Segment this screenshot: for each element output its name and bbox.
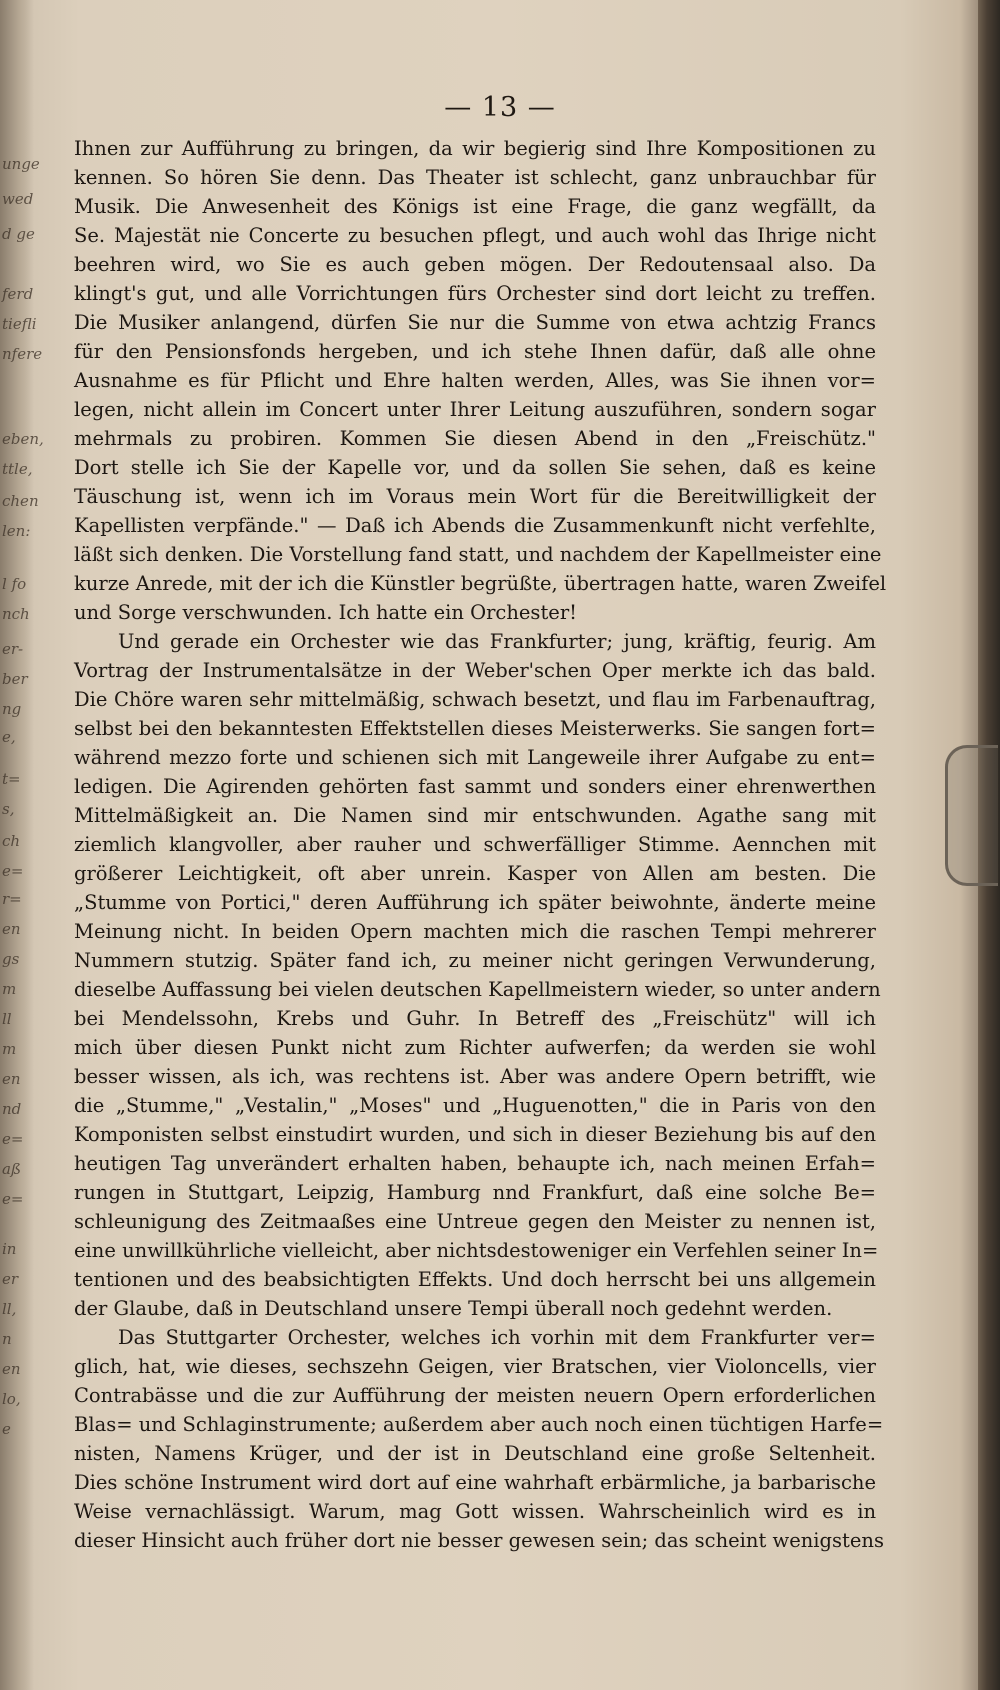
margin-fragment: n xyxy=(2,1330,12,1348)
text-line: die „Stumme," „Vestalin," „Moses" und „Huguenotten," die in Paris von den xyxy=(74,1094,876,1117)
margin-fragment: ll xyxy=(2,1010,12,1028)
text-line: Dort stelle ich Sie der Kapelle vor, und da sollen Sie sehen, daß es keine xyxy=(74,456,876,479)
text-line: Komponisten selbst einstudirt wurden, und sich in dieser Beziehung bis auf den xyxy=(74,1123,876,1146)
margin-fragment: m xyxy=(2,980,17,998)
text-line: Das Stuttgarter Orchester, welches ich vorhin mit dem Frankfurter ver= xyxy=(118,1326,876,1349)
text-line: dieselbe Auffassung bei vielen deutschen Kapellmeistern wieder, so unter andern xyxy=(74,978,881,1001)
margin-fragment: in xyxy=(2,1240,17,1258)
text-line: klingt's gut, und alle Vorrichtungen fürs Orchester sind dort leicht zu treffen. xyxy=(74,282,876,305)
text-line: ziemlich klangvoller, aber rauher und schwerfälliger Stimme. Aennchen mit xyxy=(74,833,876,856)
text-line: der Glaube, daß in Deutschland unsere Tempi überall noch gedehnt werden. xyxy=(74,1297,833,1320)
text-line: Täuschung ist, wenn ich im Voraus mein Wort für die Bereitwilligkeit der xyxy=(74,485,876,508)
margin-fragment: e= xyxy=(2,1130,24,1148)
margin-fragment: l fo xyxy=(2,575,27,593)
margin-fragment: wed xyxy=(2,190,34,208)
text-line: Ihnen zur Aufführung zu bringen, da wir begierig sind Ihre Kompositionen zu xyxy=(74,137,876,160)
text-line: schleunigung des Zeitmaaßes eine Untreue gegen den Meister zu nennen ist, xyxy=(74,1210,876,1233)
text-line: Contrabässe und die zur Aufführung der meisten neuern Opern erforderlichen xyxy=(74,1384,876,1407)
margin-fragment: aß xyxy=(2,1160,21,1178)
margin-fragment: ferd xyxy=(2,285,34,303)
text-line: Die Musiker anlangend, dürfen Sie nur die Summe von etwa achtzig Francs xyxy=(74,311,876,334)
margin-fragment: e= xyxy=(2,862,24,880)
margin-fragment: gs xyxy=(2,950,20,968)
text-line: eine unwillkührliche vielleicht, aber nichtsdestoweniger ein Verfehlen seiner In= xyxy=(74,1239,879,1262)
text-line: selbst bei den bekanntesten Effektstellen dieses Meisterwerks. Sie sangen fort= xyxy=(74,717,876,740)
margin-fragment: e, xyxy=(2,728,16,746)
text-line: Blas= und Schlaginstrumente; außerdem aber auch noch einen tüchtigen Harfe= xyxy=(74,1413,884,1436)
text-line: nisten, Namens Krüger, und der ist in Deutschland eine große Seltenheit. xyxy=(74,1442,876,1465)
margin-fragment: en xyxy=(2,1070,21,1088)
margin-fragment: len: xyxy=(2,522,31,540)
text-line: legen, nicht allein im Concert unter Ihrer Leitung auszuführen, sondern sogar xyxy=(74,398,876,421)
text-line: Weise vernachlässigt. Warum, mag Gott wissen. Wahrscheinlich wird es in xyxy=(74,1500,876,1523)
text-line: Musik. Die Anwesenheit des Königs ist eine Frage, die ganz wegfällt, da xyxy=(74,195,876,218)
text-line: kennen. So hören Sie denn. Das Theater ist schlecht, ganz unbrauchbar für xyxy=(74,166,876,189)
margin-fragment: s, xyxy=(2,800,15,818)
body-text xyxy=(74,134,887,1555)
left-gutter xyxy=(0,0,44,1690)
margin-fragment: e= xyxy=(2,1190,24,1208)
margin-fragment: m xyxy=(2,1040,17,1058)
text-line: Die Chöre waren sehr mittelmäßig, schwach besetzt, und flau im Farbenauftrag, xyxy=(74,688,876,711)
margin-fragment: tiefli xyxy=(2,315,37,333)
margin-fragment: chen xyxy=(2,492,39,510)
text-line: Vortrag der Instrumentalsätze in der Weber'schen Oper merkte ich das bald. xyxy=(74,659,876,682)
margin-fragment: nch xyxy=(2,605,30,623)
margin-fragment: eben, xyxy=(2,430,44,448)
page-clasp-mark xyxy=(945,745,998,886)
text-line: läßt sich denken. Die Vorstellung fand statt, und nachdem der Kapellmeister eine xyxy=(74,543,882,566)
margin-fragment: en xyxy=(2,1360,21,1378)
text-line: besser wissen, als ich, was rechtens ist. Aber was andere Opern betrifft, wie xyxy=(74,1065,876,1088)
margin-fragment: r= xyxy=(2,890,22,908)
margin-fragment: en xyxy=(2,920,21,938)
text-line: Mittelmäßigkeit an. Die Namen sind mir entschwunden. Agathe sang mit xyxy=(74,804,876,827)
margin-fragment: e xyxy=(2,1420,11,1438)
margin-fragment: nfere xyxy=(2,345,43,363)
margin-fragment: ch xyxy=(2,832,21,850)
text-line: glich, hat, wie dieses, sechszehn Geigen, vier Bratschen, vier Violoncells, vier xyxy=(74,1355,876,1378)
text-line: Se. Majestät nie Concerte zu besuchen pflegt, und auch wohl das Ihrige nicht xyxy=(74,224,876,247)
margin-fragment: t= xyxy=(2,770,21,788)
text-line: für den Pensionsfonds hergeben, und ich stehe Ihnen dafür, daß alle ohne xyxy=(74,340,876,363)
text-line: und Sorge verschwunden. Ich hatte ein Orchester! xyxy=(74,601,577,624)
text-line: rungen in Stuttgart, Leipzig, Hamburg nnd Frankfurt, daß eine solche Be= xyxy=(74,1181,876,1204)
page-number: — 13 — xyxy=(444,92,556,123)
text-line: Meinung nicht. In beiden Opern machten mich die raschen Tempi mehrerer xyxy=(74,920,876,943)
text-line: kurze Anrede, mit der ich die Künstler begrüßte, übertragen hatte, waren Zweifel xyxy=(74,572,887,595)
margin-fragment: ttle, xyxy=(2,460,33,478)
margin-fragment: ll, xyxy=(2,1300,17,1318)
text-line: tentionen und des beabsichtigten Effekts. Und doch herrscht bei uns allgemein xyxy=(74,1268,876,1291)
text-line: Ausnahme es für Pflicht und Ehre halten werden, Alles, was Sie ihnen vor= xyxy=(74,369,876,392)
margin-fragment: ber xyxy=(2,670,28,688)
margin-fragment: er- xyxy=(2,640,24,658)
margin-fragment: unge xyxy=(2,155,40,173)
text-line: „Stumme von Portici," deren Aufführung ich später beiwohnte, änderte meine xyxy=(74,891,876,914)
text-line: größerer Leichtigkeit, oft aber unrein. Kasper von Allen am besten. Die xyxy=(74,862,876,885)
text-line: während mezzo forte und schienen sich mit Langeweile ihrer Aufgabe zu ent= xyxy=(74,746,876,769)
text-line: Nummern stutzig. Später fand ich, zu meiner nicht geringen Verwunderung, xyxy=(74,949,876,972)
text-line: Kapellisten verpfände." — Daß ich Abends die Zusammenkunft nicht verfehlte, xyxy=(74,514,876,537)
text-line: Dies schöne Instrument wird dort auf eine wahrhaft erbärmliche, ja barbarische xyxy=(74,1471,876,1494)
text-line: ledigen. Die Agirenden gehörten fast sammt und sonders einer ehrenwerthen xyxy=(74,775,876,798)
margin-fragment: lo, xyxy=(2,1390,21,1408)
text-line: mehrmals zu probiren. Kommen Sie diesen Abend in den „Freischütz." xyxy=(74,427,876,450)
margin-fragment: er xyxy=(2,1270,19,1288)
margin-fragment: nd xyxy=(2,1100,22,1118)
text-line: Und gerade ein Orchester wie das Frankfurter; jung, kräftig, feurig. Am xyxy=(118,630,876,653)
text-line: bei Mendelssohn, Krebs und Guhr. In Betreff des „Freischütz" will ich xyxy=(74,1007,876,1030)
text-line: beehren wird, wo Sie es auch geben mögen. Der Redoutensaal also. Da xyxy=(74,253,876,276)
text-line: mich über diesen Punkt nicht zum Richter aufwerfen; da werden sie wohl xyxy=(74,1036,876,1059)
text-line: heutigen Tag unverändert erhalten haben, behaupte ich, nach meinen Erfah= xyxy=(74,1152,876,1175)
text-line: dieser Hinsicht auch früher dort nie besser gewesen sein; das scheint wenigstens xyxy=(74,1529,884,1552)
margin-fragment: d ge xyxy=(2,225,35,243)
margin-fragment: ng xyxy=(2,700,22,718)
